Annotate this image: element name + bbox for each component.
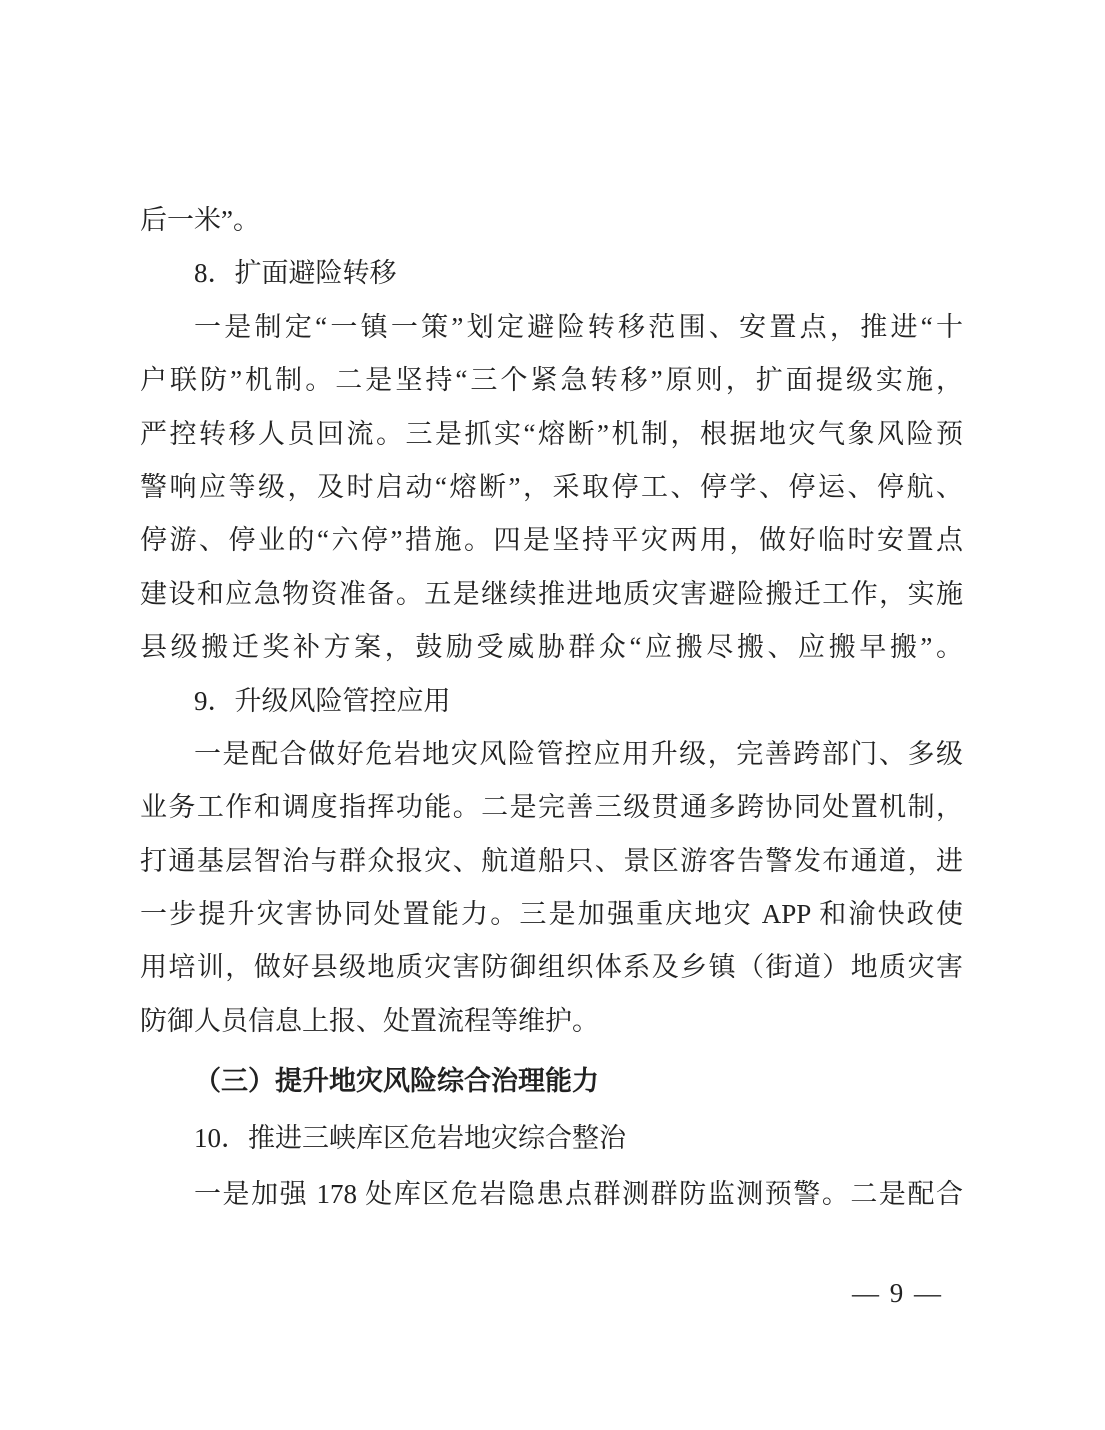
document-line: 一步提升灾害协同处置能力。三是加强重庆地灾 APP 和渝快政使 — [140, 899, 963, 930]
document-line: 后一米”。 — [140, 205, 260, 235]
document-heading-item-10: 10．推进三峡库区危岩地灾综合整治 — [194, 1122, 626, 1153]
document-line: 业务工作和调度指挥功能。二是完善三级贯通多跨协同处置机制， — [140, 792, 963, 823]
document-line: 一是配合做好危岩地灾风险管控应用升级，完善跨部门、多级 — [194, 738, 963, 769]
document-heading-item-8: 8．扩面避险转移 — [194, 258, 397, 289]
document-line: 停游、停业的“六停”措施。四是坚持平灾两用，做好临时安置点 — [140, 525, 963, 556]
document-line: 建设和应急物资准备。五是继续推进地质灾害避险搬迁工作，实施 — [140, 578, 963, 609]
document-line: 户联防”机制。二是坚持“三个紧急转移”原则，扩面提级实施， — [140, 365, 963, 396]
document-line: 警响应等级，及时启动“熔断”，采取停工、停学、停运、停航、 — [140, 471, 963, 502]
page-number: — 9 — — [852, 1278, 943, 1308]
document-line: 一是制定“一镇一策”划定避险转移范围、安置点，推进“十 — [194, 311, 963, 342]
document-line: 防御人员信息上报、处置流程等维护。 — [140, 1005, 599, 1036]
document-line: 用培训，做好县级地质灾害防御组织体系及乡镇（街道）地质灾害 — [140, 952, 963, 983]
document-line: 一是加强 178 处库区危岩隐患点群测群防监测预警。二是配合 — [194, 1179, 963, 1210]
document-line: 严控转移人员回流。三是抓实“熔断”机制，根据地灾气象风险预 — [140, 418, 963, 449]
document-heading-item-9: 9．升级风险管控应用 — [194, 685, 451, 716]
section-heading: （三）提升地灾风险综合治理能力 — [194, 1066, 599, 1097]
document-body — [140, 194, 963, 1221]
document-line: 打通基层智治与群众报灾、航道船只、景区游客告警发布通道，进 — [140, 845, 963, 876]
document-line: 县级搬迁奖补方案，鼓励受威胁群众“应搬尽搬、应搬早搬”。 — [140, 632, 963, 663]
